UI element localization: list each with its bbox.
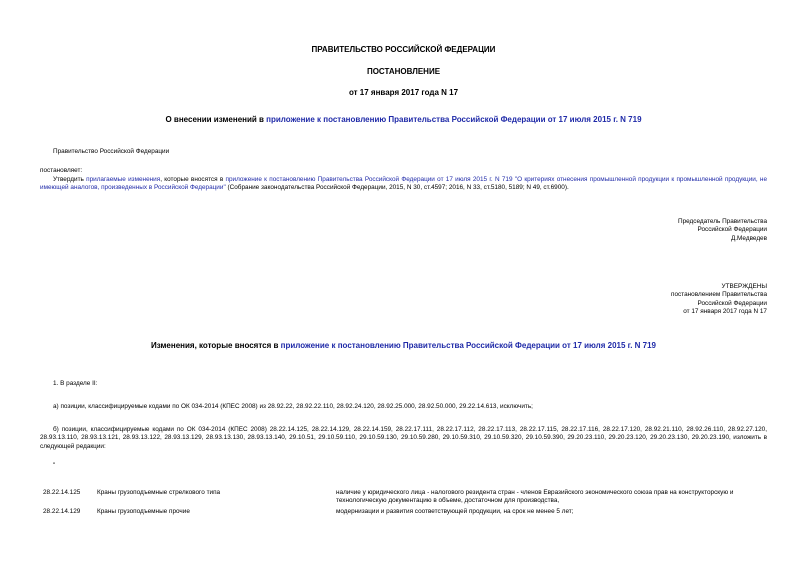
title-link[interactable]: приложение к постановлению Правительства Российской Федерации от 17 июля 2015 г. N 719 [266,115,642,124]
row-requirement-line-2: технологическую документацию в объеме, достаточном для производства, [336,497,560,505]
signature-position: Председатель Правительства [678,218,767,225]
approved-changes-link[interactable]: прилагаемые изменения [86,176,161,183]
row-code: 28.22.14.129 [43,508,81,515]
signature-block [678,218,767,243]
row-name: Краны грузоподъемные стрелкового типа [97,489,221,496]
row-requirement-line-1: наличие у юридического лица - налогового резидента стран - членов Евразийского экономического союза прав на конструкторскую и [336,489,734,496]
row-name: Краны грузоподъемные прочие [97,508,190,515]
section-item-1: 1. В разделе II: [53,380,98,387]
approved-country: Российской Федерации [697,299,767,307]
appendix-link[interactable]: приложение к постановлению Правительства Российской Федерации от 17 июля 2015 г. N 719 "О критериях отнесения промышленной продукции к промышленной продукции, не имеющей аналогов, произведенных в Российской Федерации" [40,176,767,192]
approved-label: УТВЕРЖДЕНЫ [721,283,767,290]
signature-country: Российской Федерации [697,226,767,234]
row-requirement [336,508,776,516]
row-requirement [336,489,776,506]
decree-text-2: , которые вносятся в [160,176,226,183]
approved-by: постановлением Правительства [671,291,767,299]
row-code: 28.22.14.125 [43,489,81,496]
document-date: от 17 января 2017 года N 17 [348,88,459,97]
signature-name: Д.Медведев [730,234,767,242]
government-name: ПРАВИТЕЛЬСТВО РОССИЙСКОЙ ФЕДЕРАЦИИ [311,45,496,54]
document-title [0,115,807,124]
quote-mark: " [53,462,56,469]
table-row [43,489,80,497]
decree-paragraph [40,176,767,193]
changes-title-prefix: Изменения, которые вносятся в [150,341,281,350]
row-requirement-line-1: модернизации и развития соответствующей продукции, на срок не менее 5 лет; [336,508,574,515]
decree-text-1: Утвердить [53,176,87,183]
title-prefix: О внесении изменений в [165,115,267,124]
approved-block [671,283,767,317]
preamble-government: Правительство Российской Федерации [53,148,170,155]
decree-text-3: (Собрание законодательства Российской Федерации, 2015, N 30, ст.4597; 2016, N 33, ст.5180, 5189; N 49, ст.6900). [225,184,569,192]
item-b: б) позиции, классифицируемые кодами по ОК 034-2014 (КПЕС 2008) 28.22.14.125, 28.22.14.129, 28.22.14.159, 28.22.17.111, 28.22.17.112, 28.22.17.113, 28.22.17.115, 28.22.17.116, 28.22.17.120, 28.92.21.110, 28.92.26.110, 28.92.27.120, 28.93.13.110, 28.93.13.121, 28.93.13.122, 28.93.13.129, 28.93.13.130, 28.93.13.140, 29.10.51, 29.10.59.110, 29.10.59.130, 29.10.59.280, 29.10.59.310, 29.10.59.320, 29.10.59.390, 29.20.23.110, 29.20.23.120, 29.20.23.130, 29.20.23.190, изложить в следующей редакции: [40,426,767,450]
document-type: ПОСТАНОВЛЕНИЕ [366,67,441,76]
changes-title-link[interactable]: приложение к постановлению Правительства Российской Федерации от 17 июля 2015 г. N 719 [280,341,656,350]
table-row [43,508,80,516]
item-a: а) позиции, классифицируемые кодами по ОК 034-2014 (КПЕС 2008) из 28.92.22, 28.92.22.110, 28.92.24.120, 28.92.25.000, 28.92.50.000, 29.22.14.613, исключить; [53,403,533,410]
approved-date: от 17 января 2017 года N 17 [683,308,767,316]
changes-title [0,341,807,350]
preamble-decrees: постановляет: [40,167,83,174]
